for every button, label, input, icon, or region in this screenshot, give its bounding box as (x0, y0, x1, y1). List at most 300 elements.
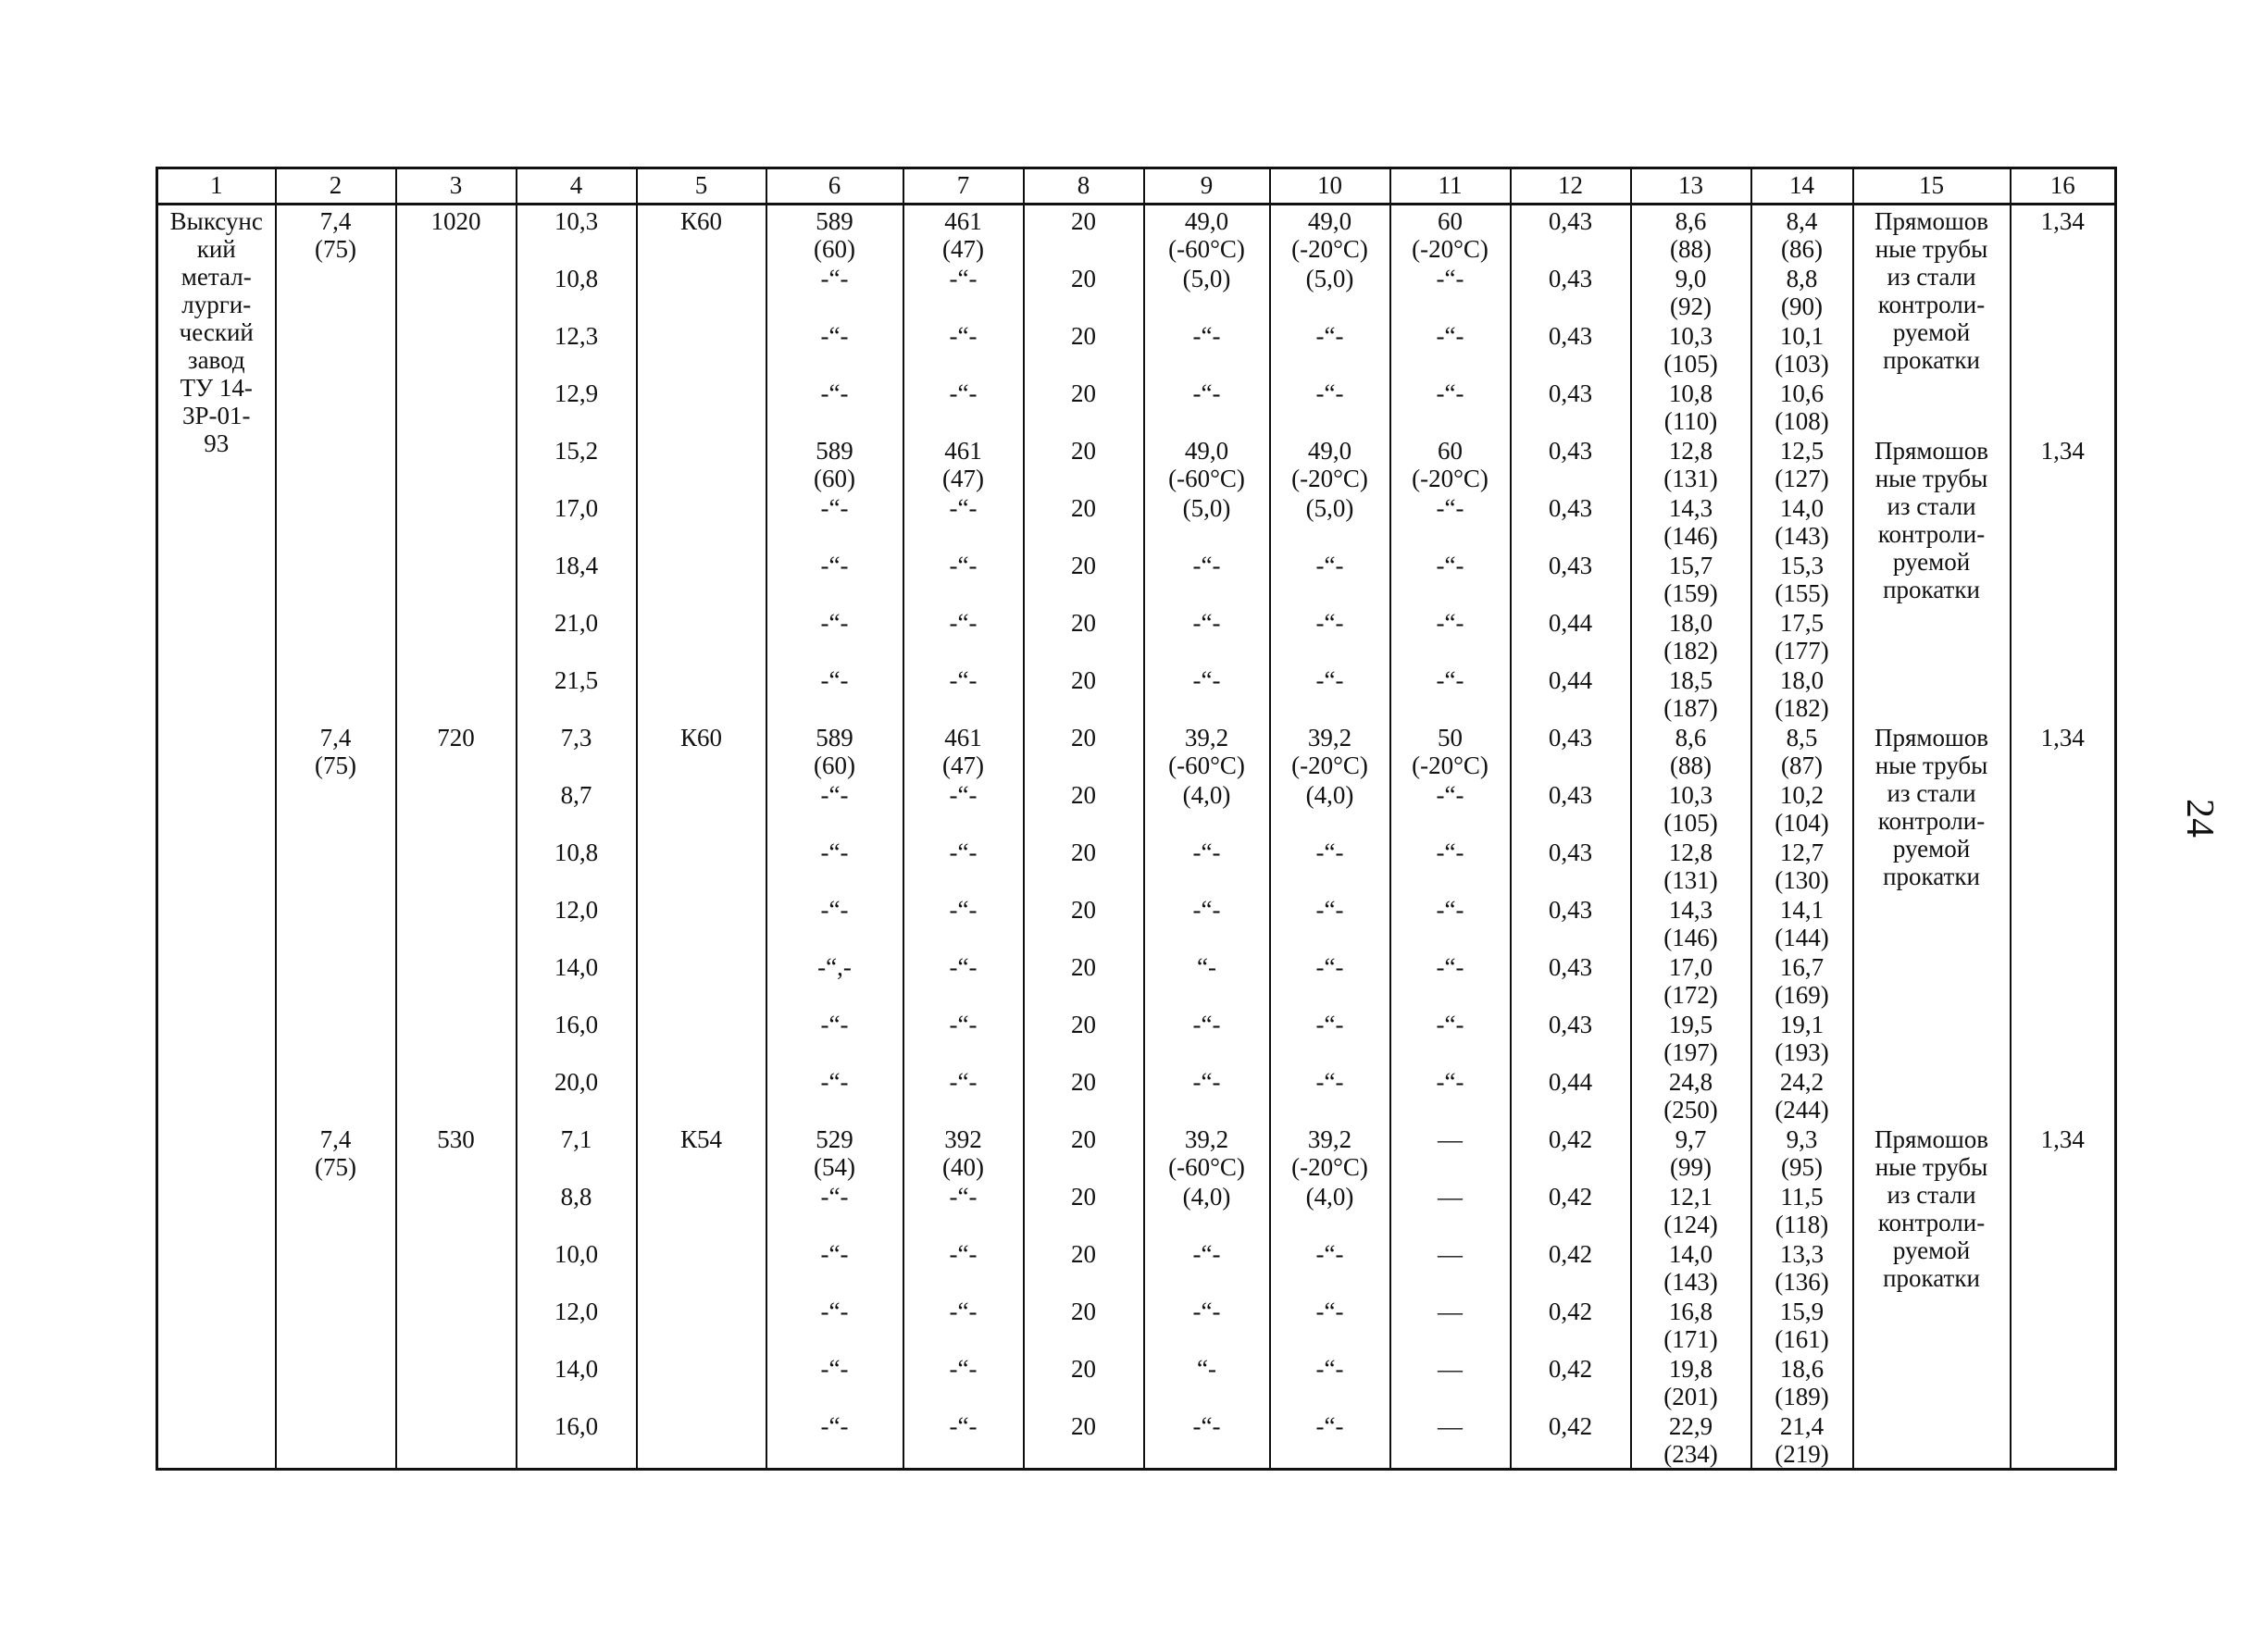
wall-thickness-cell (517, 894, 637, 951)
impact-base-cell-text: -“- (1192, 1068, 1221, 1096)
working-pressure-cell (1751, 320, 1853, 378)
elongation-cell (1024, 951, 1144, 1009)
working-pressure-cell-text: (244) (1775, 1096, 1829, 1124)
table-row (157, 1124, 2116, 1181)
impact-weld-cell (1270, 837, 1390, 894)
test-pressure-cell (1631, 1124, 1751, 1181)
carbon-equivalent-cell-text: 0,42 (1548, 1298, 1593, 1325)
test-pressure-cell (1631, 894, 1751, 951)
tensile-strength-cell-text: -“- (820, 1183, 849, 1211)
impact-base-cell (1144, 205, 1270, 264)
impact-weld-cell-text: -“- (1315, 953, 1344, 981)
carbon-equivalent-cell (1511, 951, 1631, 1009)
test-pressure-cell-text: 12,1 (1668, 1183, 1713, 1211)
wall-thickness-cell (517, 492, 637, 550)
impact-weld-cell-text: 49,0 (1307, 207, 1352, 235)
impact-base-cell-text: -“- (1192, 896, 1221, 924)
impact-weld-cell (1270, 1410, 1390, 1470)
working-pressure-cell-text: (143) (1775, 522, 1829, 550)
tensile-strength-cell (766, 837, 903, 894)
shear-cell-text: -“- (1436, 1068, 1464, 1096)
column-number: 8 (1024, 168, 1144, 205)
working-pressure-cell (1751, 1124, 1853, 1181)
elongation-cell (1024, 550, 1144, 607)
wall-thickness-cell-text: 21,5 (554, 666, 599, 694)
yield-strength-cell (903, 722, 1024, 779)
elongation-cell (1024, 779, 1144, 837)
pipe-type-cell-text: руемой (1892, 1236, 1971, 1264)
tensile-strength-cell-text: -“- (820, 494, 849, 522)
impact-weld-cell-text: -“- (1315, 1412, 1344, 1440)
table-body (157, 205, 2116, 1470)
impact-weld-cell-text: -“- (1315, 609, 1344, 637)
impact-weld-cell-text: (5,0) (1305, 494, 1354, 522)
impact-weld-cell-text: -“- (1315, 1068, 1344, 1096)
working-pressure-cell-text: 16,7 (1779, 953, 1825, 981)
test-pressure-cell-text: (88) (1670, 235, 1712, 263)
working-pressure-cell-text: (90) (1781, 292, 1823, 320)
wall-thickness-cell-text: 14,0 (554, 1355, 599, 1383)
test-pressure-cell-text: 14,0 (1668, 1240, 1713, 1268)
coefficient-cell-text: 1,34 (2040, 1125, 2085, 1153)
test-pressure-cell (1631, 492, 1751, 550)
test-pressure-cell (1631, 607, 1751, 665)
carbon-equivalent-cell-text: 0,43 (1548, 724, 1593, 751)
shear-cell-text: -“- (1436, 494, 1464, 522)
shear-cell-text: -“- (1436, 838, 1464, 866)
working-pressure-cell-text: (177) (1775, 637, 1829, 665)
elongation-cell-text: 20 (1071, 437, 1096, 465)
elongation-cell (1024, 1066, 1144, 1124)
wall-thickness-cell (517, 1009, 637, 1066)
column-number: 11 (1390, 168, 1511, 205)
test-pressure-cell-text: 9,0 (1675, 265, 1707, 292)
yield-strength-cell (903, 205, 1024, 264)
test-pressure-cell-text: (105) (1663, 809, 1718, 837)
tensile-strength-cell-text: -“- (820, 552, 849, 579)
impact-base-cell (1144, 1410, 1270, 1470)
tensile-strength-cell (766, 951, 903, 1009)
impact-weld-cell (1270, 665, 1390, 722)
shear-cell (1390, 492, 1511, 550)
shear-cell (1390, 378, 1511, 435)
pipe-specs-table (156, 167, 2117, 1471)
elongation-cell (1024, 894, 1144, 951)
impact-base-cell (1144, 1124, 1270, 1181)
pressure-cell-text: 7,4 (319, 207, 352, 235)
pipe-type-cell-text: руемой (1892, 548, 1971, 576)
impact-weld-cell (1270, 320, 1390, 378)
pressure-cell-text: 7,4 (319, 1125, 352, 1153)
test-pressure-cell-text: (146) (1663, 924, 1718, 951)
carbon-equivalent-cell-text: 0,44 (1548, 609, 1593, 637)
test-pressure-cell (1631, 320, 1751, 378)
carbon-equivalent-cell-text: 0,42 (1548, 1240, 1593, 1268)
tensile-strength-cell-text: 529 (816, 1125, 853, 1153)
impact-base-cell (1144, 951, 1270, 1009)
coefficient-cell (2011, 722, 2116, 1124)
carbon-equivalent-cell-text: 0,44 (1548, 1068, 1593, 1096)
tensile-strength-cell (766, 779, 903, 837)
tensile-strength-cell-text: -“- (820, 1412, 849, 1440)
tensile-strength-cell (766, 1238, 903, 1296)
carbon-equivalent-cell-text: 0,43 (1548, 838, 1593, 866)
yield-strength-cell (903, 550, 1024, 607)
working-pressure-cell-text: 9,3 (1786, 1125, 1818, 1153)
elongation-cell-text: 20 (1071, 953, 1096, 981)
elongation-cell-text: 20 (1071, 666, 1096, 694)
pressure-cell (276, 722, 396, 1124)
working-pressure-cell (1751, 1009, 1853, 1066)
wall-thickness-cell-text: 8,8 (560, 1183, 592, 1211)
yield-strength-cell-text: (47) (942, 751, 984, 779)
working-pressure-cell (1751, 722, 1853, 779)
wall-thickness-cell-text: 10,3 (554, 207, 599, 235)
diameter-cell (396, 205, 517, 723)
shear-cell-text: — (1438, 1412, 1463, 1440)
tensile-strength-cell-text: -“- (820, 1355, 849, 1383)
column-number: 15 (1853, 168, 2011, 205)
impact-base-cell-text: -“- (1192, 379, 1221, 407)
plant-name-cell-text: метал- (181, 263, 252, 291)
working-pressure-cell (1751, 1066, 1853, 1124)
test-pressure-cell-text: 9,7 (1675, 1125, 1707, 1153)
test-pressure-cell-text: (99) (1670, 1153, 1712, 1181)
shear-cell-text: -“- (1436, 781, 1464, 809)
test-pressure-cell-text: (92) (1670, 292, 1712, 320)
tensile-strength-cell-text: 589 (816, 437, 853, 465)
impact-base-cell (1144, 665, 1270, 722)
impact-weld-cell (1270, 1296, 1390, 1353)
working-pressure-cell (1751, 263, 1853, 320)
yield-strength-cell (903, 837, 1024, 894)
carbon-equivalent-cell (1511, 779, 1631, 837)
shear-cell (1390, 1009, 1511, 1066)
elongation-cell (1024, 492, 1144, 550)
pipe-type-cell-text: прокатки (1883, 1264, 1980, 1292)
pressure-cell-text: (75) (315, 235, 356, 263)
impact-base-cell-text: -“- (1192, 1298, 1221, 1325)
working-pressure-cell (1751, 205, 1853, 264)
impact-base-cell-text: -“- (1192, 1412, 1221, 1440)
tensile-strength-cell (766, 722, 903, 779)
working-pressure-cell-text: 14,1 (1779, 896, 1825, 924)
impact-weld-cell (1270, 951, 1390, 1009)
impact-base-cell-text: -“- (1192, 1240, 1221, 1268)
impact-base-cell-text: (-60°С) (1168, 465, 1245, 492)
impact-base-cell-text: -“- (1192, 322, 1221, 350)
elongation-cell (1024, 1124, 1144, 1181)
elongation-cell-text: 20 (1071, 379, 1096, 407)
pipe-type-cell-text: прокатки (1883, 346, 1980, 374)
working-pressure-cell-text: 15,9 (1779, 1298, 1825, 1325)
test-pressure-cell-text: (187) (1663, 694, 1718, 722)
yield-strength-cell-text: -“- (949, 379, 978, 407)
test-pressure-cell-text: 12,8 (1668, 838, 1713, 866)
working-pressure-cell-text: (95) (1781, 1153, 1823, 1181)
yield-strength-cell (903, 435, 1024, 492)
pipe-type-cell-text: ные трубы (1875, 751, 1988, 779)
impact-base-cell (1144, 837, 1270, 894)
yield-strength-cell-text: -“- (949, 838, 978, 866)
yield-strength-cell (903, 1296, 1024, 1353)
impact-base-cell-text: 49,0 (1184, 207, 1229, 235)
impact-weld-cell-text: -“- (1315, 1011, 1344, 1038)
pressure-cell (276, 205, 396, 723)
tensile-strength-cell (766, 1124, 903, 1181)
shear-cell-text: (-20°С) (1412, 751, 1488, 779)
tensile-strength-cell-text: 589 (816, 207, 853, 235)
wall-thickness-cell (517, 550, 637, 607)
working-pressure-cell-text: (189) (1775, 1383, 1829, 1410)
carbon-equivalent-cell (1511, 1410, 1631, 1470)
test-pressure-cell (1631, 378, 1751, 435)
elongation-cell-text: 20 (1071, 1183, 1096, 1211)
carbon-equivalent-cell-text: 0,43 (1548, 552, 1593, 579)
test-pressure-cell-text: 12,8 (1668, 437, 1713, 465)
test-pressure-cell (1631, 1238, 1751, 1296)
yield-strength-cell (903, 263, 1024, 320)
yield-strength-cell (903, 779, 1024, 837)
working-pressure-cell-text: 18,6 (1779, 1355, 1825, 1383)
elongation-cell-text: 20 (1071, 552, 1096, 579)
pipe-type-cell-text: прокатки (1883, 576, 1980, 603)
wall-thickness-cell-text: 12,0 (554, 896, 599, 924)
impact-base-cell-text: (4,0) (1182, 781, 1231, 809)
working-pressure-cell-text: (161) (1775, 1325, 1829, 1353)
yield-strength-cell (903, 492, 1024, 550)
impact-base-cell-text: -“- (1192, 666, 1221, 694)
elongation-cell-text: 20 (1071, 322, 1096, 350)
impact-weld-cell-text: (-20°С) (1291, 1153, 1368, 1181)
elongation-cell (1024, 1296, 1144, 1353)
impact-weld-cell (1270, 550, 1390, 607)
impact-base-cell-text: (-60°С) (1168, 1153, 1245, 1181)
column-number: 1 (157, 168, 276, 205)
yield-strength-cell (903, 320, 1024, 378)
carbon-equivalent-cell (1511, 205, 1631, 264)
plant-name-cell-text: ТУ 14- (180, 374, 253, 402)
test-pressure-cell (1631, 1410, 1751, 1470)
test-pressure-cell (1631, 951, 1751, 1009)
impact-base-cell (1144, 320, 1270, 378)
wall-thickness-cell (517, 263, 637, 320)
strength-class-cell-text: К60 (679, 724, 722, 751)
shear-cell (1390, 1353, 1511, 1410)
test-pressure-cell (1631, 1353, 1751, 1410)
impact-base-cell-text: 49,0 (1184, 437, 1229, 465)
impact-base-cell (1144, 1238, 1270, 1296)
yield-strength-cell (903, 665, 1024, 722)
wall-thickness-cell (517, 951, 637, 1009)
impact-base-cell (1144, 1353, 1270, 1410)
test-pressure-cell-text: 8,6 (1675, 207, 1707, 235)
shear-cell-text: -“- (1436, 265, 1464, 292)
tensile-strength-cell-text: -“- (820, 1298, 849, 1325)
working-pressure-cell-text: 17,5 (1779, 609, 1825, 637)
shear-cell-text: — (1438, 1240, 1463, 1268)
coefficient-cell (2011, 1124, 2116, 1470)
tensile-strength-cell (766, 550, 903, 607)
shear-cell (1390, 320, 1511, 378)
elongation-cell (1024, 665, 1144, 722)
tensile-strength-cell-text: (60) (814, 235, 855, 263)
working-pressure-cell-text: 11,5 (1780, 1183, 1824, 1211)
shear-cell-text: — (1438, 1125, 1463, 1153)
elongation-cell-text: 20 (1071, 896, 1096, 924)
carbon-equivalent-cell-text: 0,43 (1548, 1011, 1593, 1038)
working-pressure-cell (1751, 779, 1853, 837)
test-pressure-cell (1631, 722, 1751, 779)
carbon-equivalent-cell-text: 0,42 (1548, 1355, 1593, 1383)
impact-weld-cell-text: (4,0) (1305, 781, 1354, 809)
test-pressure-cell-text: (88) (1670, 751, 1712, 779)
working-pressure-cell (1751, 492, 1853, 550)
column-number-row (157, 168, 2116, 205)
impact-base-cell (1144, 779, 1270, 837)
impact-base-cell-text: -“- (1192, 552, 1221, 579)
wall-thickness-cell (517, 378, 637, 435)
tensile-strength-cell-text: -“- (820, 265, 849, 292)
working-pressure-cell-text: (155) (1775, 579, 1829, 607)
test-pressure-cell-text: 24,8 (1668, 1068, 1713, 1096)
working-pressure-cell-text: (169) (1775, 981, 1829, 1009)
working-pressure-cell (1751, 550, 1853, 607)
impact-weld-cell-text: -“- (1315, 552, 1344, 579)
impact-weld-cell (1270, 435, 1390, 492)
pipe-type-cell-text: ные трубы (1875, 235, 1988, 263)
impact-base-cell (1144, 1066, 1270, 1124)
carbon-equivalent-cell (1511, 1296, 1631, 1353)
shear-cell-text: (-20°С) (1412, 235, 1488, 263)
plant-name-cell-text: кий (196, 235, 236, 263)
carbon-equivalent-cell-text: 0,43 (1548, 207, 1593, 235)
yield-strength-cell-text: -“- (949, 666, 978, 694)
pipe-type-cell-text: руемой (1892, 835, 1971, 863)
working-pressure-cell-text: 8,5 (1786, 724, 1818, 751)
impact-weld-cell (1270, 1009, 1390, 1066)
elongation-cell (1024, 205, 1144, 264)
tensile-strength-cell (766, 1009, 903, 1066)
elongation-cell (1024, 837, 1144, 894)
wall-thickness-cell-text: 7,1 (560, 1125, 592, 1153)
wall-thickness-cell (517, 1238, 637, 1296)
tensile-strength-cell-text: (60) (814, 465, 855, 492)
elongation-cell-text: 20 (1071, 609, 1096, 637)
working-pressure-cell-text: (144) (1775, 924, 1829, 951)
yield-strength-cell (903, 1238, 1024, 1296)
wall-thickness-cell-text: 10,8 (554, 265, 599, 292)
working-pressure-cell (1751, 607, 1853, 665)
carbon-equivalent-cell (1511, 894, 1631, 951)
carbon-equivalent-cell-text: 0,42 (1548, 1125, 1593, 1153)
working-pressure-cell-text: (182) (1775, 694, 1829, 722)
shear-cell-text: -“- (1436, 379, 1464, 407)
wall-thickness-cell-text: 12,0 (554, 1298, 599, 1325)
impact-weld-cell-text: -“- (1315, 666, 1344, 694)
pipe-type-cell-text: из стали (1887, 492, 1976, 520)
impact-base-cell-text: -“- (1192, 609, 1221, 637)
yield-strength-cell-text: -“- (949, 1068, 978, 1096)
yield-strength-cell (903, 1410, 1024, 1470)
working-pressure-cell-text: (86) (1781, 235, 1823, 263)
wall-thickness-cell (517, 435, 637, 492)
test-pressure-cell-text: (131) (1663, 465, 1718, 492)
working-pressure-cell-text: 10,6 (1779, 379, 1825, 407)
yield-strength-cell-text: (47) (942, 465, 984, 492)
test-pressure-cell (1631, 1009, 1751, 1066)
yield-strength-cell-text: -“- (949, 494, 978, 522)
impact-base-cell (1144, 492, 1270, 550)
shear-cell-text: -“- (1436, 1011, 1464, 1038)
pipe-type-cell (1853, 722, 2011, 1124)
strength-class-cell-text: К54 (679, 1125, 722, 1153)
pipe-type-cell-text: ные трубы (1875, 465, 1988, 492)
shear-cell (1390, 722, 1511, 779)
pipe-type-cell-text: Прямошов (1874, 1125, 1989, 1153)
column-number: 16 (2011, 168, 2116, 205)
impact-weld-cell (1270, 205, 1390, 264)
impact-base-cell-text: -“- (1192, 838, 1221, 866)
shear-cell (1390, 435, 1511, 492)
impact-base-cell-text: -“- (1192, 1011, 1221, 1038)
impact-weld-cell (1270, 1181, 1390, 1238)
impact-weld-cell-text: (-20°С) (1291, 465, 1368, 492)
working-pressure-cell-text: (130) (1775, 866, 1829, 894)
test-pressure-cell-text: (250) (1663, 1096, 1718, 1124)
test-pressure-cell-text: 10,3 (1668, 781, 1713, 809)
working-pressure-cell (1751, 894, 1853, 951)
test-pressure-cell-text: 17,0 (1668, 953, 1713, 981)
impact-base-cell (1144, 550, 1270, 607)
elongation-cell-text: 20 (1071, 1355, 1096, 1383)
yield-strength-cell (903, 607, 1024, 665)
yield-strength-cell (903, 378, 1024, 435)
carbon-equivalent-cell (1511, 1181, 1631, 1238)
yield-strength-cell (903, 1181, 1024, 1238)
tensile-strength-cell-text: -“- (820, 781, 849, 809)
strength-class-cell-text: К60 (679, 207, 722, 235)
working-pressure-cell-text: (87) (1781, 751, 1823, 779)
strength-class-cell (637, 1124, 766, 1470)
pipe-type-cell (1853, 205, 2011, 436)
carbon-equivalent-cell (1511, 1353, 1631, 1410)
working-pressure-cell-text: 19,1 (1779, 1011, 1825, 1038)
carbon-equivalent-cell (1511, 492, 1631, 550)
tensile-strength-cell-text: -“- (820, 666, 849, 694)
tensile-strength-cell (766, 665, 903, 722)
impact-weld-cell-text: 49,0 (1307, 437, 1352, 465)
yield-strength-cell-text: -“- (949, 265, 978, 292)
shear-cell-text: -“- (1436, 953, 1464, 981)
working-pressure-cell-text: (118) (1775, 1211, 1829, 1238)
carbon-equivalent-cell (1511, 1009, 1631, 1066)
pipe-type-cell-text: контроли- (1877, 807, 1986, 835)
wall-thickness-cell-text: 16,0 (554, 1412, 599, 1440)
test-pressure-cell-text: (234) (1663, 1440, 1718, 1468)
yield-strength-cell-text: -“- (949, 1412, 978, 1440)
test-pressure-cell-text: 19,5 (1668, 1011, 1713, 1038)
test-pressure-cell-text: 22,9 (1668, 1412, 1713, 1440)
shear-cell-text: -“- (1436, 896, 1464, 924)
coefficient-cell-text: 1,34 (2040, 724, 2085, 751)
carbon-equivalent-cell (1511, 722, 1631, 779)
pipe-type-cell-text: контроли- (1877, 291, 1986, 318)
shear-cell (1390, 263, 1511, 320)
shear-cell (1390, 1238, 1511, 1296)
yield-strength-cell (903, 1066, 1024, 1124)
yield-strength-cell-text: -“- (949, 953, 978, 981)
